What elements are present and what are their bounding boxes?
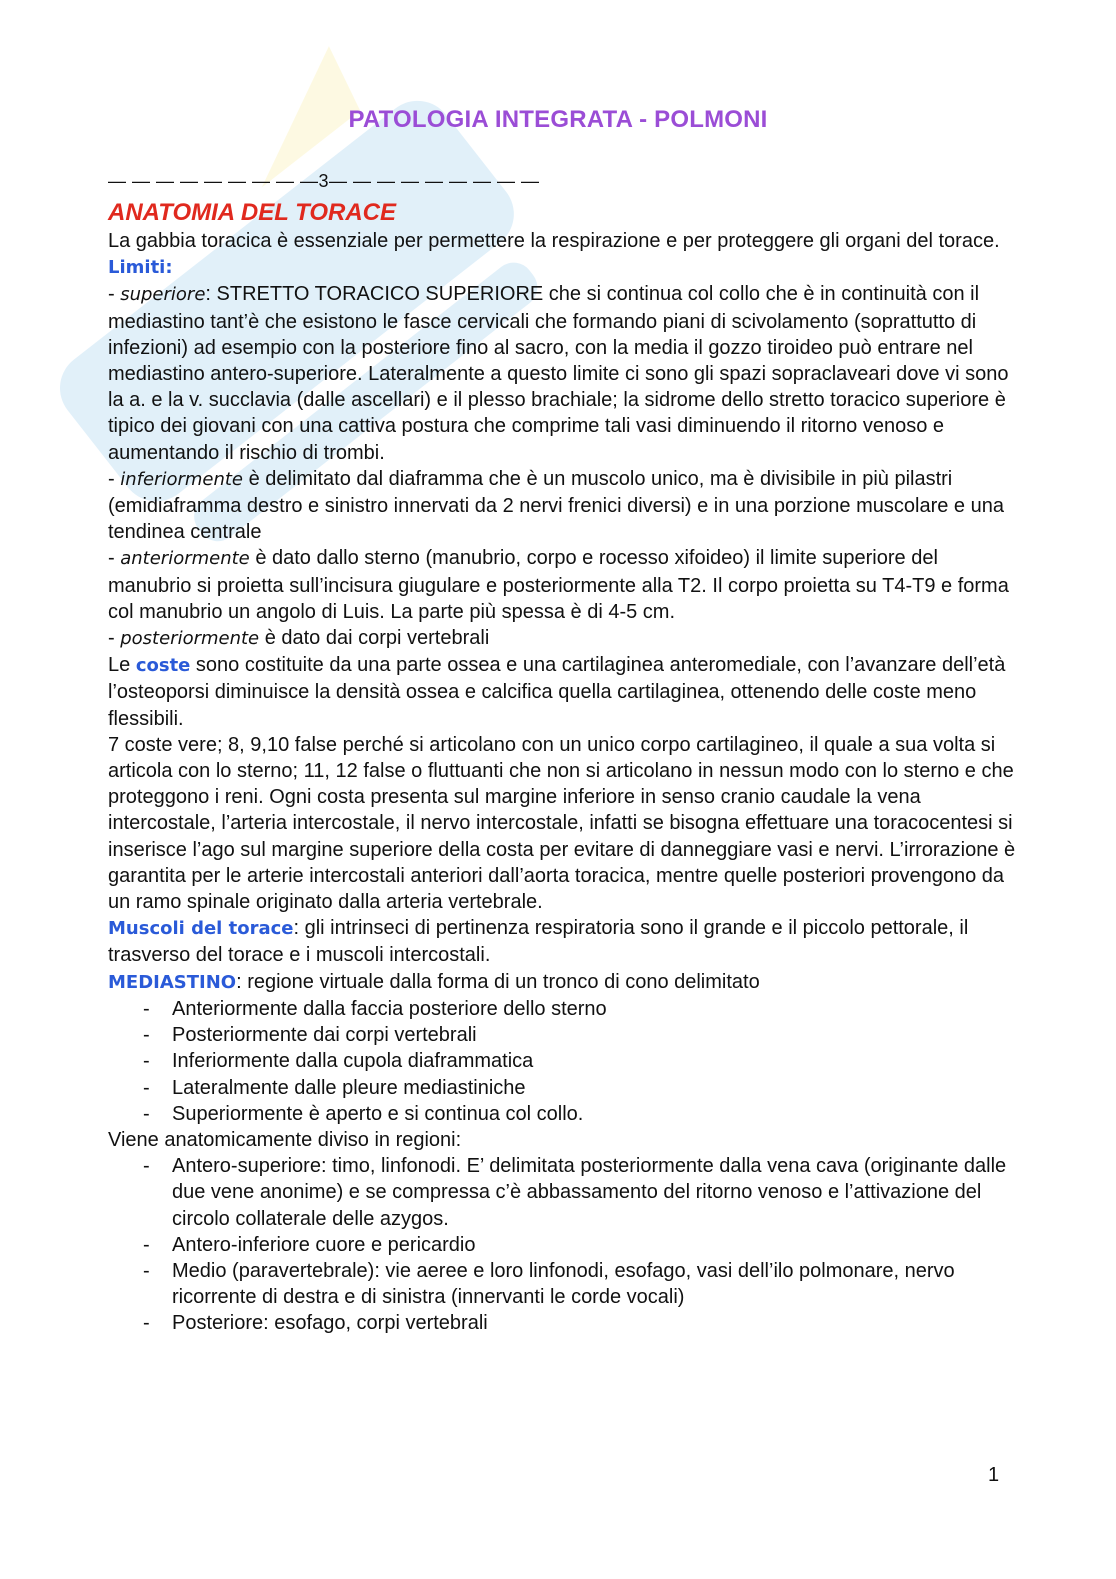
list-item: - Inferiormente dalla cupola diaframmatica <box>172 1048 1020 1074</box>
section-heading: ANATOMIA DEL TORACE <box>108 199 397 226</box>
mediastino-bounds-list <box>108 996 1020 1127</box>
mediastino-paragraph <box>108 969 1020 996</box>
list-item: - Lateralmente dalle pleure mediastiniche <box>172 1075 1020 1101</box>
list-item: - Posteriore: esofago, corpi vertebrali <box>172 1310 1020 1336</box>
page-title: PATOLOGIA INTEGRATA - POLMONI <box>348 106 768 133</box>
coste-text: sono costituite da una parte ossea e una cartilaginea anteromediale, con l’avanzare dell’età l’osteoporsi diminuisce la densità ossea e calcifica quella cartilaginea, ottenendo delle coste meno flessibili. <box>108 654 1006 730</box>
regions-intro: Viene anatomicamente diviso in regioni: <box>108 1128 462 1151</box>
page-number: 1 <box>988 1464 1000 1486</box>
limit-superiore: - superiore: STRETTO TORACICO SUPERIORE che si continua col collo che è in continuità con il mediastino tant’è che esistono le fasce cervicali che formando piani di scivolamento (soprattutto di infezioni) ad esempio con la posteriore fino al sacro, con la media il gozzo tiroideo può entrare nel mediastino antero-superiore. Lateralmente a questo limite ci sono gli spazi sopraclaveari dove vi sono la a. e la v. succlavia (dalle ascellari) e il plesso brachiale; la sidrome dello stretto toracico superiore è tipico dei giovani con una cattiva postura che comprime tali vasi diminuendo il ritorno venoso e aumentando il rischio di trombi. <box>108 283 1009 464</box>
coste-label: coste <box>135 655 191 677</box>
mediastino-text: : regione virtuale dalla forma di un tronco di cono delimitato <box>236 970 760 993</box>
mediastino-label: MEDIASTINO <box>108 971 237 993</box>
list-item: - Anteriormente dalla faccia posteriore dello sterno <box>172 996 1020 1022</box>
limit-inferiormente: - inferiormente è delimitato dal diaframma che è un muscolo unico, ma è divisibile in più pilastri (emidiaframma destro e sinistro innervati da 2 nervi frenici diversi) e in una porzione muscolare e una tendinea centrale <box>108 467 1004 544</box>
limit-text-superiore: : STRETTO TORACICO SUPERIORE che si continua col collo che è in continuità con il mediastino tant’è che esistono le fasce cervicali che formando piani di scivolamento (soprattutto di infezioni) ad esempio con la posteriore fino al sacro, con la media il gozzo tiroideo può entrare nel mediastino antero-superiore. Lateralmente a questo limite ci sono gli spazi sopraclaveari dove vi sono la a. e la v. succlavia (dalle ascellari) e il plesso brachiale; la sidrome dello stretto toracico superiore è tipico dei giovani con una cattiva postura che comprime tali vasi diminuendo il ritorno venoso e aumentando il rischio di trombi. <box>108 283 1009 464</box>
limit-text-anteriormente: è dato dallo sterno (manubrio, corpo e rocesso xifoideo) il limite superiore del manubrio si proietta sull’incisura giugulare e posteriormente alla T2. Il corpo proietta su T4-T9 e forma col manubrio un angolo di Luis. La parte più spessa è di 4-5 cm. <box>108 547 1009 623</box>
document-body <box>108 170 1020 1337</box>
coste-detail-paragraph: 7 coste vere; 8, 9,10 false perché si articolano con un unico corpo cartilagineo, il quale a sua volta si articola con lo sterno; 11, 12 false o fluttuanti che non si articolano in nessun modo con lo sterno e che proteggono i reni. Ogni costa presenta sul margine inferiore in senso cranio caudale la vena intercostale, l’arteria intercostale, il nervo intercostale, infatti se bisogna effettuare una toracocentesi si inserisce l’ago sul margine superiore della costa per evitare di danneggiare vasi e nervi. L’irrorazione è garantita per le arterie intercostali anteriori dall’aorta toracica, mentre quelle posteriori provengono da un ramo spinale originato dalla arteria vertebrale. <box>108 733 1016 914</box>
section-separator: — — — — — — — — —3— — — — — — — — — <box>108 171 540 191</box>
limits-label <box>108 254 1020 281</box>
muscoli-label: Muscoli del torace <box>108 918 294 940</box>
list-item: - Antero-superiore: timo, linfonodi. E’ delimitata posteriormente dalla vena cava (originante dalle due vene anonime) e se compressa c’è abbassamento del ritorno venoso e l’attivazione del circolo collaterale delle azygos. <box>172 1153 1020 1232</box>
list-item: - Superiormente è aperto e si continua col collo. <box>172 1101 1020 1127</box>
limit-text-posteriormente: è dato dai corpi vertebrali <box>259 627 490 650</box>
coste-prefix: Le <box>108 654 136 677</box>
coste-paragraph <box>108 652 1020 732</box>
limit-term-inferiormente: inferiormente <box>120 468 244 490</box>
limit-anteriormente: - anteriormente è dato dallo sterno (manubrio, corpo e rocesso xifoideo) il limite superiore del manubrio si proietta sull’incisura giugulare e posteriormente alla T2. Il corpo proietta su T4-T9 e forma col manubrio un angolo di Luis. La parte più spessa è di 4-5 cm. <box>108 547 1009 623</box>
list-item: - Posteriormente dai corpi vertebrali <box>172 1022 1020 1048</box>
muscoli-paragraph <box>108 915 1020 968</box>
list-item: - Antero-inferiore cuore e pericardio <box>172 1232 1020 1258</box>
limits-label-text: Limiti: <box>108 257 173 279</box>
limit-term-posteriormente: posteriormente <box>120 628 260 650</box>
limit-term-superiore: superiore <box>120 284 206 306</box>
list-item: - Medio (paravertebrale): vie aeree e loro linfonodi, esofago, vasi dell’ilo polmonare, nervo ricorrente di destra e di sinistra (innervanti le corde vocali) <box>172 1258 1020 1310</box>
limit-text-inferiormente: è delimitato dal diaframma che è un muscolo unico, ma è divisibile in più pilastri (emidiaframma destro e sinistro innervati da 2 nervi frenici diversi) e in una porzione muscolare e una tendinea centrale <box>108 467 1004 544</box>
muscoli-text: : gli intrinseci di pertinenza respiratoria sono il grande e il piccolo pettorale, il trasverso del torace e i muscoli intercostali. <box>108 917 969 967</box>
limit-term-anteriormente: anteriormente <box>120 548 250 570</box>
limit-posteriormente: - posteriormente è dato dai corpi vertebrali <box>108 627 490 650</box>
mediastino-regions-list <box>108 1153 1020 1336</box>
intro-paragraph: La gabbia toracica è essenziale per permettere la respirazione e per proteggere gli organi del torace. <box>108 230 1000 252</box>
